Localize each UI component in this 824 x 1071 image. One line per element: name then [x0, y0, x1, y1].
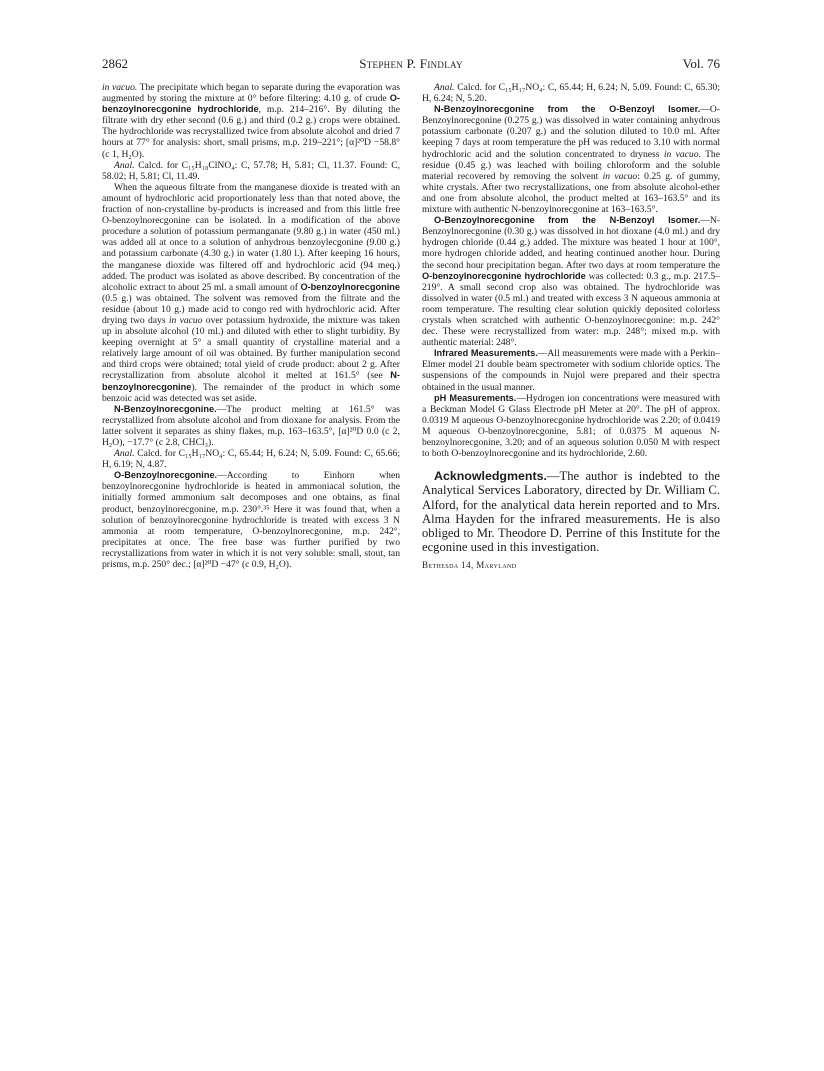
paragraph — [102, 182, 400, 404]
body-text: , m.p. 214–216°. By diluting the filtrate with dry ether second (0.6 g.) and third (0.2 g.) crops were obtained. The hydrochloride was recrystallized twice from absolute alcohol and dried 7 hours at 77° for analysis: short, small prisms, m.p. 219–221°; [α]²⁰D −58.8° (c 1, H₂O). — [102, 104, 400, 160]
section-n-benzoylnorecgonine — [102, 404, 400, 448]
body-text: —O-Benzoylnorecgonine (0.275 g.) was dissolved in water containing anhydrous potassium carbonate (0.207 g.) and the solution diluted to 10.0 ml. After keeping 7 days at room temperature the pH was reduced to 3.10 with normal hydrochloric acid and the solution concentrated to dryness — [422, 104, 720, 160]
anal-label: Anal. — [434, 82, 455, 93]
body-text: —The author is indebted to the Analytical Services Laboratory, directed by Dr. William C. Alford, for the analytical data herein reported and to Mrs. Alma Hayden for the infrared measurements. He is also obliged to Mr. Theodore D. Perrine of this Institute for the ecgonine used in this investigation. — [422, 469, 720, 555]
anal-text: Calcd. for C₁₅H₁₇NO₄: C, 65.44; H, 6.24; N, 5.09. Found: C, 65.30; H, 6.24; N, 5.20. — [422, 82, 720, 105]
running-author: Stephen P. Findlay — [359, 56, 463, 71]
body-text: —All measurements were made with a Perkin–Elmer model 21 double beam spectrometer with sodium chloride optics. The suspensions of the compounds in Nujol were prepared and their spectra obtained in the usual manner. — [422, 348, 720, 393]
body-text: —Hydrogen ion concentrations were measured with a Beckman Model G Glass Electrode pH Meter at 20°. The pH of approx. 0.0319 M aqueous O-benzoylnorecgonine hydrochloride was 2.20; of 0.0419 M aqueous O-benzoylnorecgonine, 5.81; of 0.0375 M aqueous N-benzoylnorecgonine, 3.20; and of an aqueous solution 0.050 M with respect to both O-benzoylnorecgonine and its hydrochloride, 2.60. — [422, 392, 720, 460]
body-text: was collected: 0.3 g., m.p. 217.5–219°. A small second crop also was obtained. The hydrochloride was dissolved in water (0.5 ml.) and treated with excess 3 N aqueous ammonia at room temperature. The resulting clear solution quickly deposited colorless crystals when scratched with authentic O-benzoylnorecgonine: m.p. 242° dec. These were recrystallized from water: m.p. 248°; mixed m.p. with authentic material: 248°. — [422, 270, 720, 349]
body-text: The precipitate which began to separate during the evaporation was augmented by storing the mixture at 0° before filtering: 4.10 g. of crude — [102, 82, 400, 105]
italic-text: in vacuo — [663, 148, 699, 160]
compound-name: O-benzoylnorecgonine hydrochloride — [422, 270, 586, 281]
analysis-line — [102, 448, 400, 470]
body-text: —According to Einhorn when benzoylnorecgonine hydrochloride is heated in ammoniacal solution, the initially formed ammonium salt decomposes and one obtains, as final product, benzoylnorecgonine, m.p. 230°.³⁵ Here it was found that, when a solution of benzoylnorecgonine hydrochloride is treated with excess 3 N ammonia at room temperature, O-benzoylnorecgonine, m.p. 242°, precipitates at once. The free base was further purified by two recrystallizations from water in which it is not very soluble: small, stout, tan prisms, m.p. 250° dec.; [α]²⁰D −47° (c 0.9, H₂O). — [102, 470, 400, 571]
section-heading: O-Benzoylnorecgonine from the N-Benzoyl Isomer. — [434, 215, 701, 226]
section-heading: N-Benzoylnorecgonine. — [114, 403, 217, 414]
anal-text: Calcd. for C₁₅H₁₈ClNO₄: C, 57.78; H, 5.81; Cl, 11.37. Found: C, 58.02; H, 5.81; Cl, 11.49. — [102, 159, 400, 182]
body-text: (0.5 g.) was obtained. The solvent was removed from the filtrate and the residue (about 10 g.) made acid to congo red with hydrochloric acid. After drying two days — [102, 292, 400, 326]
compound-name: O-benzoylnorecgonine hydrochloride — [102, 93, 400, 115]
left-column — [102, 82, 400, 570]
body-text: —N-Benzoylnorecgonine (0.30 g.) was dissolved in hot dioxane (4.0 ml.) and dry hydrogen chloride (0.44 g.) added. The mixture was heated 1 hour at 100°, more hydrogen chloride added, and heating continued another hour. During the second hour precipitation began. After two days at room temperature the — [422, 215, 720, 271]
section-heading: Infrared Measurements. — [434, 348, 538, 359]
body-text: —The product melting at 161.5° was recrystallized from absolute alcohol and from dioxane for analysis. From the latter solvent it separates as shiny flakes, m.p. 163–163.5°, [α]²⁰D 0.0 (c 2, H₂O), −17.7° (c 2.8, CHCl₃). — [102, 403, 400, 448]
body-text: ). The remainder of the product in which some benzoic acid was detected was set aside. — [102, 381, 400, 404]
acknowledgments — [422, 469, 720, 554]
section-heading: O-Benzoylnorecgonine. — [114, 470, 218, 481]
compound-name: N-benzoylnorecgonine — [102, 370, 400, 392]
section-o-from-n — [422, 215, 720, 348]
right-column — [422, 82, 720, 572]
anal-label: Anal. — [114, 448, 135, 460]
body-text: When the aqueous filtrate from the manganese dioxide is treated with an amount of hydrochloric acid proportionately less than that noted above, the fraction of non-crystalline by-products is increased and from this little free O-benzoylnorecgonine can be isolated. In a modification of the above procedure a solution of potassium permanganate (9.80 g.) in water (450 ml.) was added all at once to a solution of anhydrous benzoylecgonine (9.00 g.) and potassium carbonate (4.30 g.) in water (1.80 l.). After keeping 16 hours, the manganese dioxide was filtered off and hydrochloric acid (94 meq.) added. The product was isolated as above described. By concentration of the alcoholic extract to about 25 ml. a small amount of — [102, 181, 400, 293]
analysis-line — [102, 160, 400, 182]
section-heading: pH Measurements. — [434, 392, 517, 403]
section-o-benzoylnorecgonine — [102, 470, 400, 570]
anal-label: Anal. — [114, 159, 135, 171]
author-location: Bethesda 14, Maryland — [422, 560, 517, 571]
compound-name: O-benzoylnorecgonine — [300, 281, 400, 292]
volume-number: Vol. 76 — [682, 56, 720, 71]
body-text: : 0.25 g. of gummy, white crystals. After two recrystallizations, one from absolute alcohol-ether and one from absolute alcohol, the product melted at 163–163.5° and its mixture with authentic N-benzoylnorecgonine at 163–163.5°. — [422, 170, 720, 216]
section-n-from-o — [422, 104, 720, 215]
running-header — [102, 56, 720, 72]
italic-text: in vacuo — [602, 170, 638, 182]
section-heading: Acknowledgments. — [434, 469, 547, 484]
section-ph — [422, 393, 720, 460]
page-number: 2862 — [102, 56, 128, 71]
analysis-line — [422, 82, 720, 104]
italic-text: in vacuo — [168, 314, 203, 326]
body-text: over potassium hydroxide, the mixture was taken up in absolute alcohol (10 ml.) and diluted with ether to slight turbidity. By keeping overnight at 5° a small quantity of crystalline material and a relatively large amount of oil was obtained. By further manipulation second and third crops were obtained; total yield of crude product: about 2 g. After recrystallization from absolute alcohol it melted at 161.5° (see — [102, 314, 400, 382]
anal-text: Calcd. for C₁₅H₁₇NO₄: C, 65.44; H, 6.24; N, 5.09. Found: C, 65.66; H, 6.19; N, 4.87. — [102, 448, 400, 471]
paragraph-continuation — [102, 82, 400, 160]
section-infrared — [422, 348, 720, 392]
section-heading: N-Benzoylnorecgonine from the O-Benzoyl Isomer. — [434, 104, 701, 115]
italic-text: in vacuo. — [102, 82, 138, 93]
body-text: . The residue (0.45 g.) was leached with boiling chloroform and the soluble material recovered by removing the solvent — [422, 148, 720, 182]
